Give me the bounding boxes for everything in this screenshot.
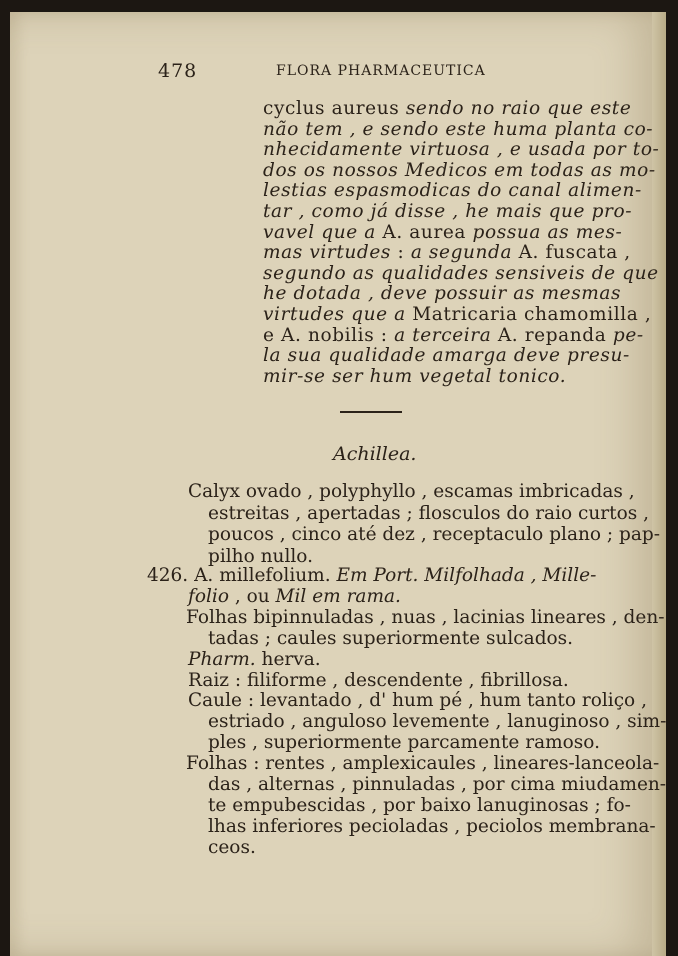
text-run: Matricaria chamomilla , [412, 304, 652, 325]
text-line [263, 160, 656, 181]
text-run: lestias espasmodicas do canal alimen- [263, 180, 642, 202]
text-run: Em Port. Milfolhada , Mille- [336, 565, 597, 586]
text-run: pilho nullo. [208, 545, 313, 567]
text-line [263, 345, 630, 366]
text-run: a segunda [410, 242, 519, 264]
text-line [188, 481, 635, 502]
text-run: sendo no raio que este [405, 98, 632, 119]
text-run: herva. [261, 648, 321, 670]
text-run: ceos. [208, 836, 256, 858]
text-line [208, 546, 313, 567]
text-line [188, 670, 569, 691]
text-run: estreitas , apertadas ; flosculos do raio curtos , [208, 502, 649, 524]
text-run: la sua qualidade amarga deve presu- [263, 345, 630, 367]
text-run: : [397, 242, 411, 264]
text-run: A. repanda [497, 324, 613, 346]
running-title: FLORA PHARMACEUTICA [276, 63, 486, 79]
text-run: tar , como já disse , he mais que pro- [263, 201, 633, 222]
section-divider [340, 411, 402, 413]
text-run: Raiz : filiforme , descendente , fibrillosa. [188, 669, 569, 691]
text-run: Caule : levantado , d' hum pé , hum tanto roliço , [188, 690, 647, 712]
text-line [263, 283, 621, 304]
text-run: virtudes que a [263, 304, 413, 325]
text-run: mas virtudes [263, 242, 398, 264]
text-run: tadas ; caules superiormente sulcados. [208, 627, 574, 649]
text-run: ples , superiormente parcamente ramoso. [208, 732, 600, 754]
text-line [188, 586, 401, 607]
text-run: A. aurea [382, 221, 473, 243]
text-run: te empubescidas , por baixo lanuginosas ; fo- [208, 794, 631, 816]
text-run: lhas inferiores pecioladas , peciolos membrana- [208, 815, 656, 837]
text-line [263, 201, 632, 222]
text-line [208, 795, 631, 816]
text-run: folio [188, 585, 235, 607]
text-run: Folhas bipinnuladas , nuas , lacinias lineares , den- [186, 606, 665, 628]
text-line [263, 325, 644, 346]
text-run: vavel que a [263, 221, 383, 243]
text-line [188, 690, 647, 711]
text-line [263, 366, 566, 387]
text-run: cyclus aureus [263, 98, 406, 119]
text-line [208, 711, 666, 732]
text-line [263, 222, 622, 243]
text-line [263, 139, 659, 160]
text-run: Folhas : rentes , amplexicaules , lineares-lanceola- [186, 753, 660, 775]
text-run: nhecidamente virtuosa , e usada por to- [263, 139, 660, 161]
text-run: Calyx ovado , polyphyllo , escamas imbricadas , [188, 481, 635, 502]
text-line [208, 816, 656, 837]
text-run: , ou [234, 585, 276, 607]
text-run: estriado , anguloso levemente , lanuginoso , sim- [208, 711, 667, 733]
text-run: pe- [612, 324, 644, 346]
text-run: não tem , e sendo este huma planta co- [263, 118, 654, 140]
text-run: he dotada , deve possuir as mesmas [263, 283, 622, 305]
text-line [263, 304, 651, 325]
text-run: Mil em rama. [275, 585, 401, 607]
text-line [263, 98, 631, 119]
text-line [186, 607, 664, 628]
text-run: Pharm. [188, 648, 262, 670]
text-line [263, 180, 642, 201]
text-line [208, 774, 666, 795]
text-line [208, 628, 573, 649]
text-run: segundo as qualidades sensiveis de que [263, 262, 659, 284]
text-line [208, 732, 600, 753]
text-run: das , alternas , pinnuladas , por cima miudamen- [208, 774, 667, 795]
text-line [188, 649, 321, 670]
text-line [208, 837, 256, 858]
text-line [208, 524, 660, 545]
page-number: 478 [158, 60, 198, 82]
text-run: dos os nossos Medicos em todas as mo- [263, 159, 656, 181]
text-line [263, 242, 631, 263]
text-run: A. fuscata , [518, 242, 631, 264]
text-line [263, 263, 659, 284]
text-run: a terceira [394, 324, 498, 346]
text-line [147, 565, 596, 586]
text-run: mir-se ser hum vegetal tonico. [263, 365, 567, 387]
text-run: 426. A. millefolium. [147, 565, 337, 586]
section-heading: Achillea. [333, 443, 417, 465]
text-line [263, 119, 653, 140]
text-run: e A. nobilis : [263, 324, 395, 346]
text-run: poucos , cinco até dez , receptaculo plano ; pap- [208, 524, 660, 545]
text-line [186, 753, 659, 774]
text-line [208, 503, 649, 524]
text-run: possua as mes- [472, 221, 623, 243]
